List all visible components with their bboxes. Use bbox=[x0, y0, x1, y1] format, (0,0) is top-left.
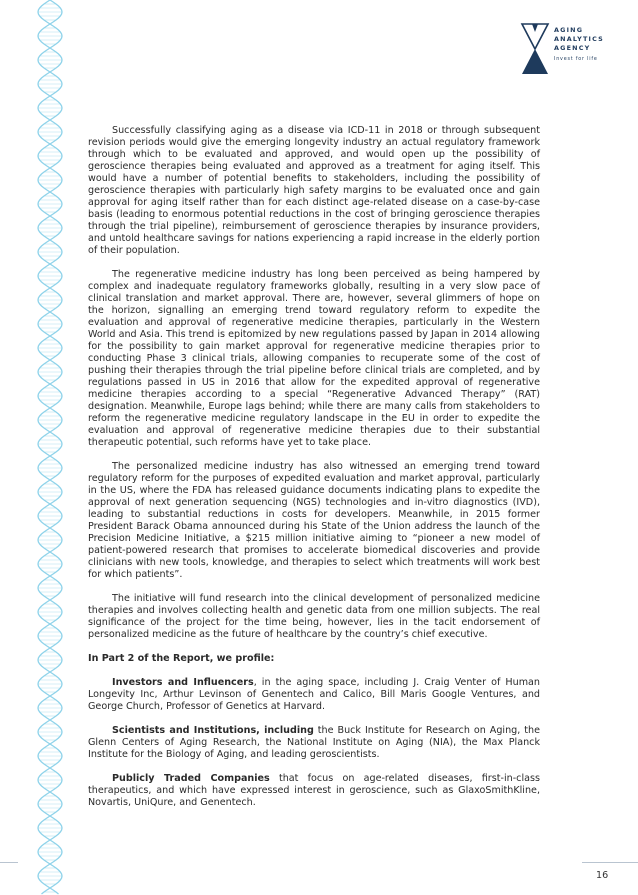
profile-investors bbox=[88, 677, 540, 713]
paragraph-aging-disease: Successfully classifying aging as a disease via ICD-11 in 2018 or through subsequent revision periods would give the emerging longevity industry an actual regulatory framework through which to be evaluated and approved, and would open up the possibility of geroscience therapies being evaluated and approved as a treatment for aging itself. This would have a number of potential benefits to stakeholders, including the possibility of geroscience therapies with particularly high safety margins to be evaluated once and gain approval for aging itself rather than for each distinct age-related disease on a case-by-case basis (leading to enormous potential reductions in the cost of bringing geroscience therapies through the trial pipeline), reimbursement of geroscience therapies by insurance providers, and untold healthcare savings for nations experiencing a rapid increase in the elderly portion of their population. bbox=[88, 125, 540, 256]
profile-text: the Buck Institute for Research on Aging, the Glenn Centers of Aging Research, the National Institute on Aging (NIA), the Max Planck Institute for the Biology of Aging, and leading geroscientists. bbox=[88, 725, 540, 760]
profile-title: Investors and Influencers bbox=[112, 677, 254, 688]
profile-scientists bbox=[88, 725, 540, 761]
profile-text: , in the aging space, including J. Craig Venter of Human Longevity Inc, Arthur Levinson of Genentech and Calico, Bill Maris Google Ventures, and George Church, Professor of Genetics at Harvard. bbox=[88, 677, 540, 712]
aging-analytics-agency-logo bbox=[518, 20, 618, 80]
hourglass-logo-icon bbox=[518, 22, 552, 76]
profile-title: Scientists and Institutions, including bbox=[112, 725, 314, 736]
paragraph-initiative: The initiative will fund research into the clinical development of personalized medicine therapies and involves collecting health and genetic data from one million subjects. The real significance of the project for the time being, however, lies in the tacit endorsement of personalized medicine as the future of healthcare by the country’s chief executive. bbox=[88, 593, 540, 640]
dna-helix-decoration bbox=[30, 0, 70, 895]
part2-heading: In Part 2 of the Report, we profile: bbox=[88, 653, 275, 664]
page-number: 16 bbox=[596, 870, 609, 881]
profile-text: that focus on age-related diseases, first-in-class therapeutics, and which have expressed interest in geroscience, such as GlaxoSmithKline, Novartis, UniQure, and Genentech. bbox=[88, 773, 540, 808]
footer-rule-left bbox=[0, 862, 18, 863]
logo-tagline: Invest for life bbox=[554, 57, 598, 62]
logo-line-3: AGENCY bbox=[554, 44, 591, 52]
paragraph-regenerative-medicine: The regenerative medicine industry has long been perceived as being hampered by complex and inadequate regulatory frameworks globally, resulting in a very slow pace of clinical translation and market approval. There are, however, several glimmers of hope on the horizon, signalling an emerging trend toward regulatory reform to expedite the evaluation and approval of regenerative medicine therapies, particularly in the Western World and Asia. This trend is epitomized by new regulations passed by Japan in 2014 allowing for the possibility to gain market approval for regenerative medicine therapies prior to conducting Phase 3 clinical trials, allowing companies to recuperate some of the cost of pushing their therapies through the trial pipeline before clinical trials are completed, and by regulations passed in US in 2016 that allow for the expedited approval of regenerative medicine therapies according to a special “Regenerative Advanced Therapy” (RAT) designation. Meanwhile, Europe lags behind; while there are many calls from stakeholders to reform the regenerative medicine regulatory landscape in the EU in order to expedite the evaluation and approval of regenerative medicine therapies due to their substantial therapeutic potential, such reforms have yet to take place. bbox=[88, 269, 540, 448]
profile-title: Publicly Traded Companies bbox=[112, 773, 270, 784]
logo-line-2: ANALYTICS bbox=[554, 35, 604, 43]
profile-companies bbox=[88, 773, 540, 809]
logo-wordmark bbox=[554, 26, 604, 53]
paragraph-personalized-medicine: The personalized medicine industry has also witnessed an emerging trend toward regulatory reform for the purposes of expedited evaluation and market approval, particularly in the US, where the FDA has released guidance documents indicating plans to expedite the approval of next generation sequencing (NGS) technologies and in-vitro diagnostics (IVD), leading to substantial reductions in costs for developers. Meanwhile, in 2015 former President Barack Obama announced during his State of the Union address the launch of the Precision Medicine Initiative, a $215 million initiative aiming to “pioneer a new model of patient-powered research that promises to accelerate biomedical discoveries and provide clinicians with new tools, knowledge, and therapies to select which treatments will work best for which patients”. bbox=[88, 461, 540, 580]
document-body bbox=[88, 125, 540, 821]
footer-rule-right bbox=[582, 862, 638, 863]
logo-line-1: AGING bbox=[554, 26, 584, 34]
